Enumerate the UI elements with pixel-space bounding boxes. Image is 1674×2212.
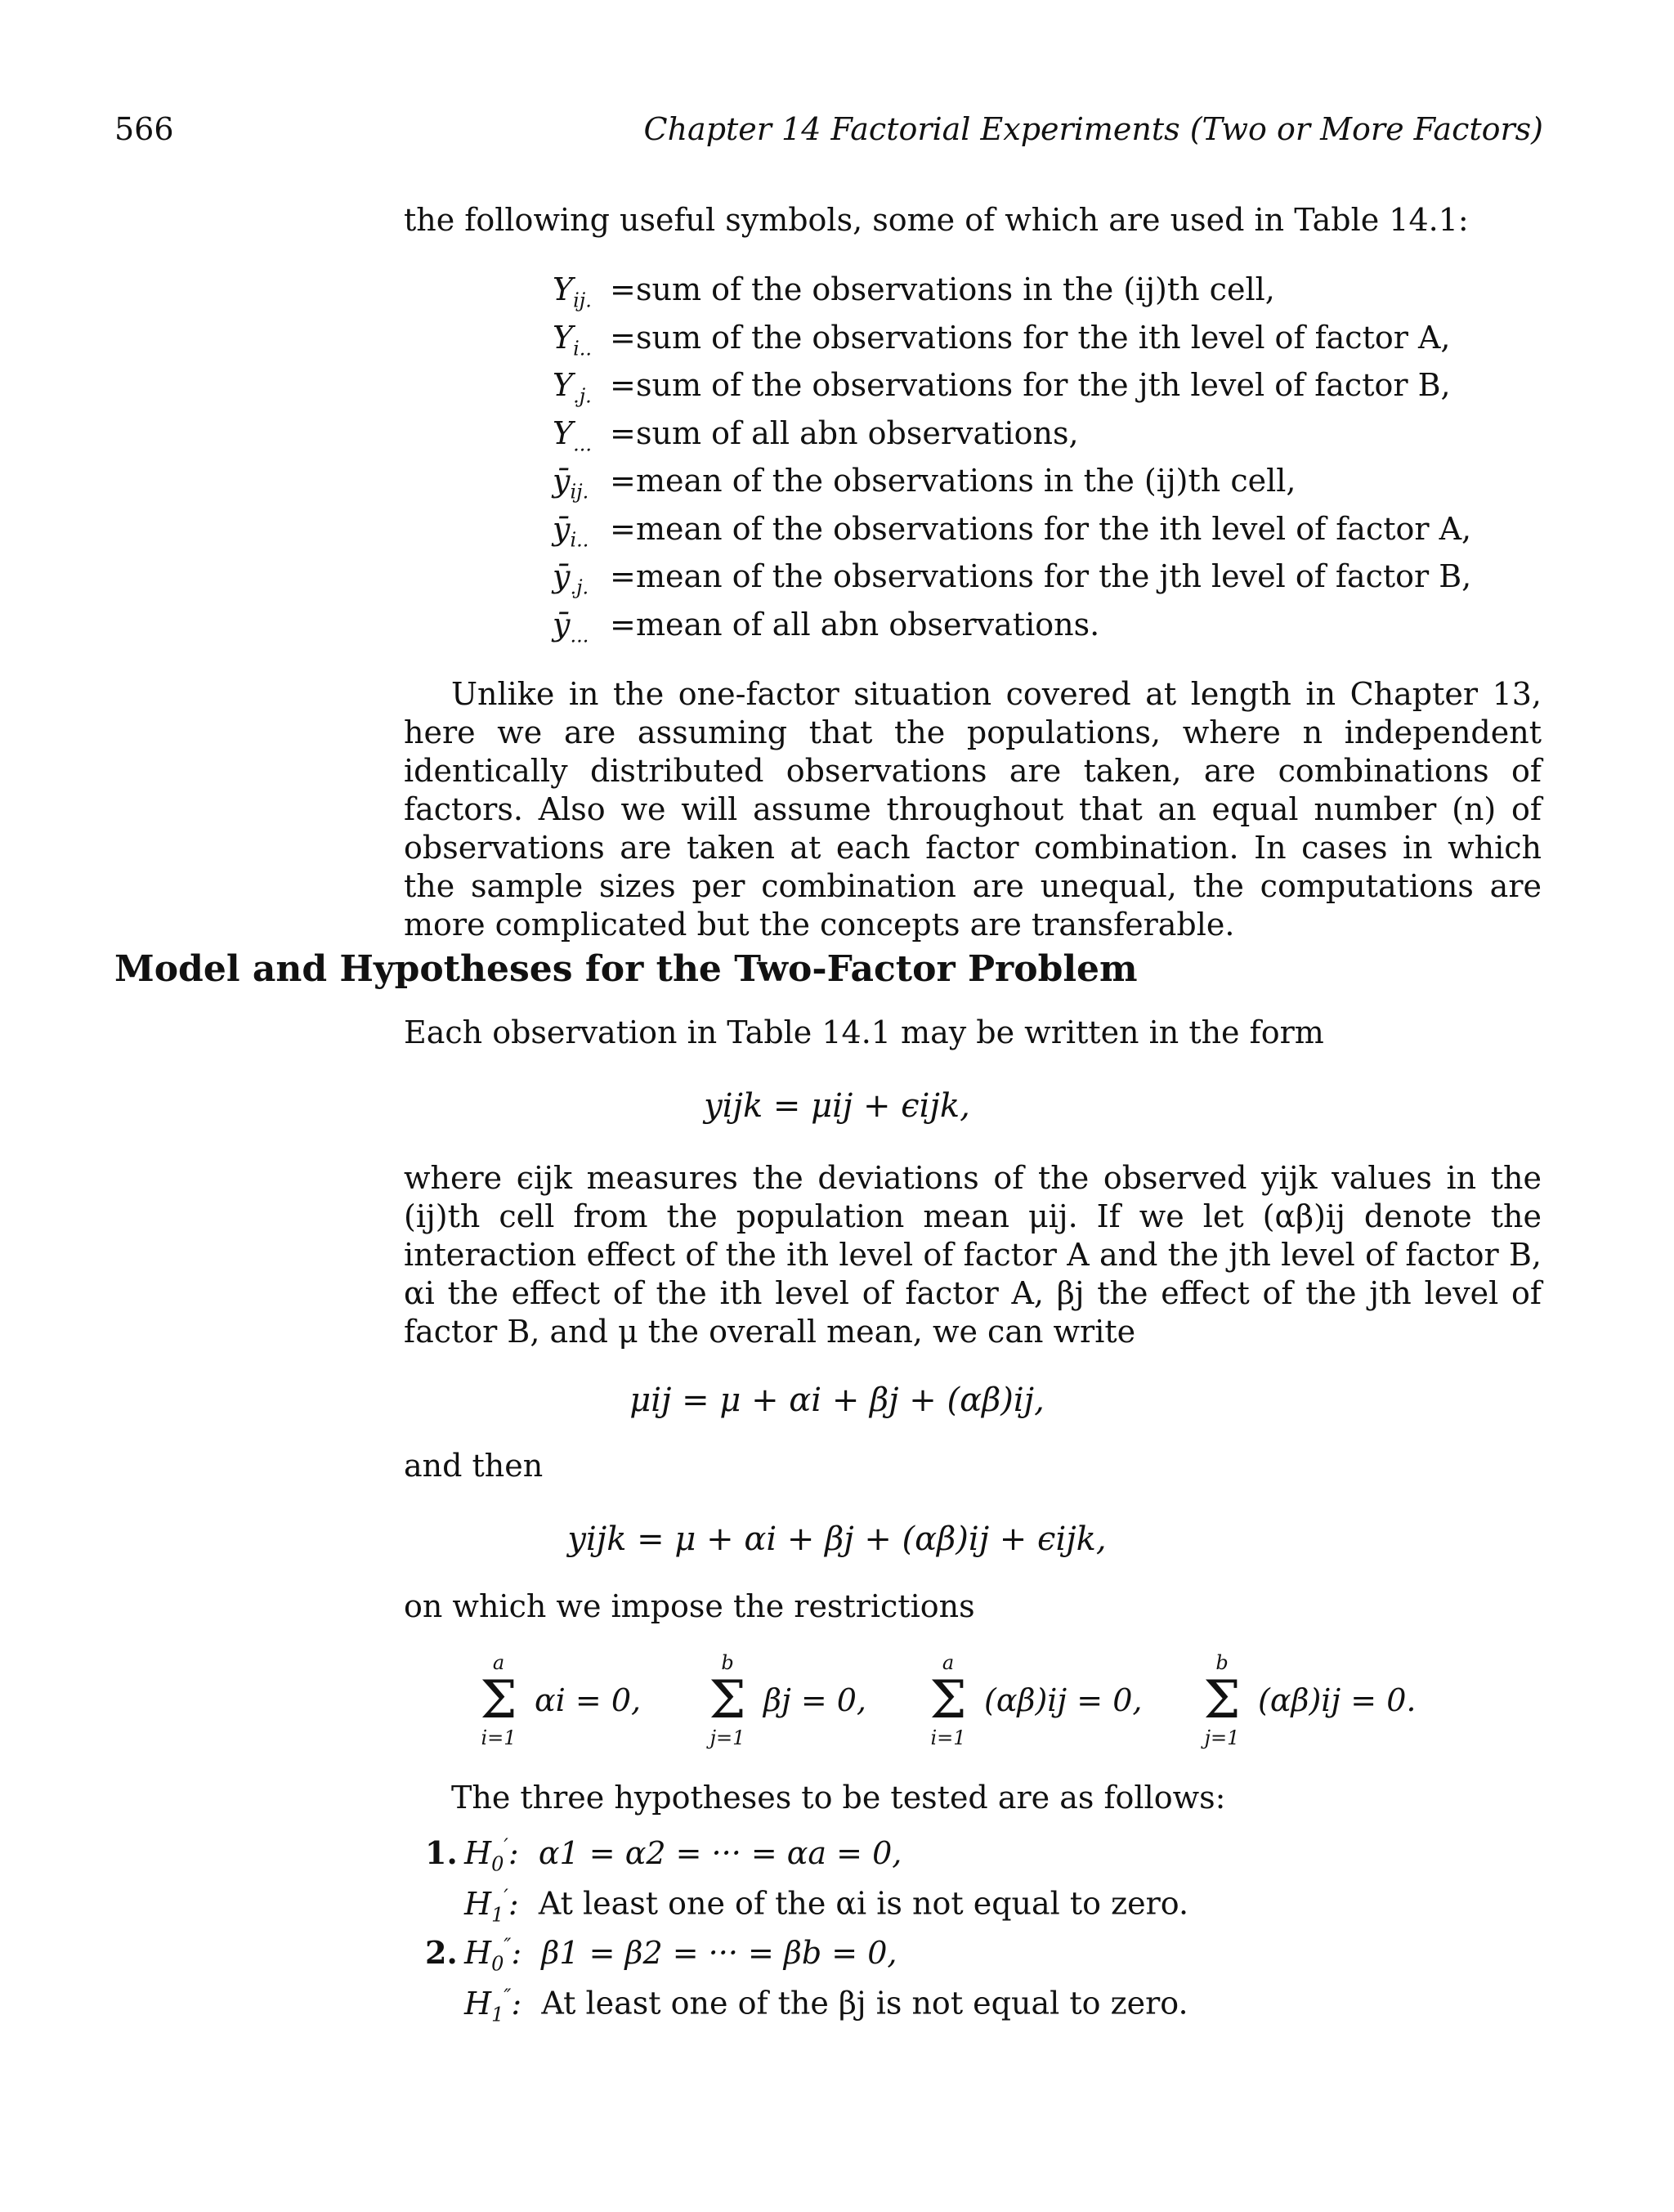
- intro-text: the following useful symbols, some of which are used in Table 14.1:: [404, 202, 1469, 238]
- restriction-sum: [1189, 1651, 1416, 1749]
- restriction-sum: [466, 1651, 641, 1749]
- sum-upper-limit: b: [1215, 1651, 1229, 1674]
- definition-row: $ȳ_{ij.}$ = mean of the observations in the (ij)th cell,: [553, 463, 1296, 504]
- sum-upper-limit: b: [721, 1651, 734, 1674]
- definition-text: mean of all abn observations.: [636, 606, 1100, 643]
- definition-text: mean of the observations for the jth level of factor B,: [636, 558, 1472, 594]
- hypothesis-1-null: 1. $H_0'$: α1 = α2 = ··· = αa = 0,: [425, 1834, 902, 1876]
- equation-full-model: yijk = μ + αi + βj + (αβ)ij + ϵijk,: [567, 1520, 1107, 1558]
- definition-row: $ȳ_{i..}$ = mean of the observations for the ith level of factor A,: [553, 510, 1472, 552]
- restrictions-intro: on which we impose the restrictions: [404, 1588, 975, 1624]
- definition-row: $Y_{i..}$ = sum of the observations for the ith level of factor A,: [553, 319, 1451, 360]
- restrictions-row: [466, 1651, 1447, 1766]
- section-heading: Model and Hypotheses for the Two-Factor Problem: [114, 948, 1138, 990]
- summation-icon: Σ: [1203, 1670, 1241, 1731]
- definition-symbol: $ȳ_{...}$: [553, 606, 589, 647]
- paragraph-populations: Unlike in the one-factor situation covered at length in Chapter 13, here we are assuming that the populations, where n independent identically distributed observations are taken, are combinations of factors. Also we will assume throughout that an equal number (n) of observations are taken at each factor combination. In cases in which the sample sizes per combination are unequal, the computations are more complicated but the concepts are transferable.: [404, 676, 1542, 943]
- definition-symbol: $Y_{...}$: [553, 414, 592, 456]
- restriction-sum: [695, 1651, 866, 1749]
- hypothesis-number: 2.: [425, 1934, 458, 1971]
- paragraph-form: Each observation in Table 14.1 may be written in the form: [404, 1014, 1324, 1050]
- definition-text: mean of the observations for the ith level of factor A,: [636, 510, 1472, 547]
- definition-symbol: $Y_{.j.}$: [553, 367, 592, 408]
- equation-cell-mean: μij = μ + αi + βj + (αβ)ij,: [629, 1381, 1045, 1419]
- hypothesis-1-alternative: $H_1'$: At least one of the αi is not equal to zero.: [464, 1885, 1189, 1927]
- page-number: 566: [114, 111, 174, 147]
- definition-symbol: $ȳ_{.j.}$: [553, 558, 589, 599]
- definition-text: sum of the observations in the (ij)th cell,: [636, 271, 1275, 307]
- restriction-sum: [915, 1651, 1142, 1749]
- definition-row: $Y_{.j.}$ = sum of the observations for the jth level of factor B,: [553, 367, 1451, 408]
- hypothesis-statement: β1 = β2 = ··· = βb = 0,: [541, 1935, 897, 1971]
- running-title: Chapter 14 Factorial Experiments (Two or More Factors): [643, 111, 1543, 147]
- sum-upper-limit: a: [492, 1651, 505, 1674]
- definition-text: sum of the observations for the ith level of factor A,: [636, 319, 1451, 356]
- paragraph-model: where ϵijk measures the deviations of the observed yijk values in the (ij)th cell from the population mean μij. If we let (αβ)ij denote the interaction effect of the ith level of factor A and the jth level of factor B, αi the effect of the ith level of factor A, βj the effect of the jth level of factor B, and μ the overall mean, we can write: [404, 1160, 1542, 1350]
- sum-lower-limit: i=1: [930, 1726, 966, 1749]
- hypothesis-statement: α1 = α2 = ··· = αa = 0,: [538, 1835, 902, 1871]
- sum-lower-limit: i=1: [481, 1726, 517, 1749]
- definition-symbol: $ȳ_{i..}$: [553, 510, 589, 552]
- definition-text: mean of the observations in the (ij)th cell,: [636, 463, 1296, 499]
- sum-term: (αβ)ij = 0.: [1258, 1682, 1417, 1718]
- hypothesis-statement: At least one of the βj is not equal to zero.: [541, 1985, 1188, 2022]
- sum-term: βj = 0,: [763, 1682, 867, 1718]
- hypothesis-number: 1.: [425, 1834, 458, 1871]
- definition-row: $Y_{...}$ = sum of all abn observations,: [553, 414, 1079, 456]
- sum-term: αi = 0,: [535, 1682, 642, 1718]
- definition-text: sum of all abn observations,: [636, 414, 1079, 451]
- sum-upper-limit: a: [942, 1651, 955, 1674]
- definition-symbol: $ȳ_{ij.}$: [553, 463, 589, 504]
- equation-observation: yijk = μij + ϵijk,: [704, 1087, 970, 1125]
- sum-lower-limit: j=1: [1204, 1726, 1240, 1749]
- hypothesis-statement: At least one of the αi is not equal to zero.: [538, 1885, 1189, 1922]
- sum-lower-limit: j=1: [709, 1726, 745, 1749]
- hypothesis-2-alternative: $H_1''$: At least one of the βj is not equal to zero.: [464, 1985, 1188, 2026]
- summation-icon: Σ: [709, 1670, 746, 1731]
- definition-text: sum of the observations for the jth level of factor B,: [636, 367, 1451, 403]
- summation-icon: Σ: [480, 1670, 517, 1731]
- definition-symbol: $Y_{i..}$: [553, 319, 593, 360]
- hypothesis-2-null: 2. $H_0''$: β1 = β2 = ··· = βb = 0,: [425, 1934, 897, 1976]
- definition-row: $Y_{ij.}$ = sum of the observations in the (ij)th cell,: [553, 271, 1275, 312]
- summation-icon: Σ: [929, 1670, 967, 1731]
- definition-row: $ȳ_{...}$ = mean of all abn observations.: [553, 606, 1100, 647]
- sum-term: (αβ)ij = 0,: [984, 1682, 1143, 1718]
- hypotheses-intro: The three hypotheses to be tested are as follows:: [451, 1780, 1226, 1816]
- and-then-text: and then: [404, 1448, 544, 1484]
- definition-row: $ȳ_{.j.}$ = mean of the observations for the jth level of factor B,: [553, 558, 1472, 599]
- definition-symbol: $Y_{ij.}$: [553, 271, 592, 312]
- symbol-definitions: [553, 271, 1471, 654]
